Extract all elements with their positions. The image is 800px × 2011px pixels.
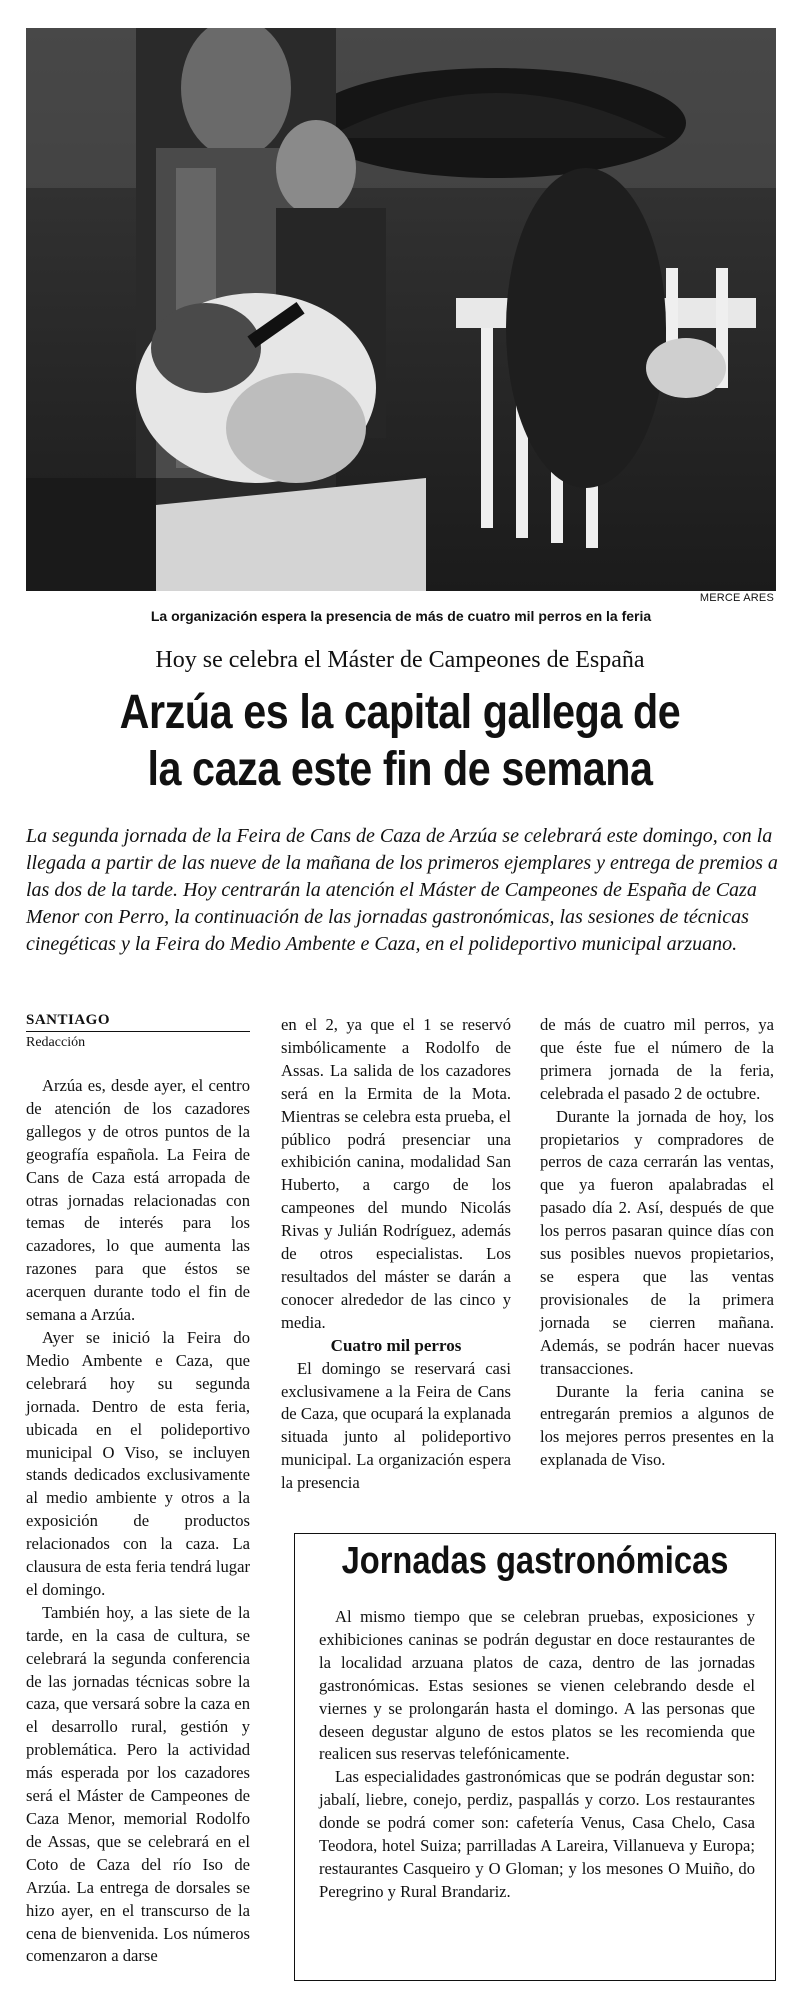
box-title: Jornadas gastronómicas [341,1540,729,1582]
byline-name: SANTIAGO [26,1012,250,1032]
column-1 [26,1075,250,1968]
paragraph: Durante la feria canina se entregarán premios a algunos de los mejores perros presentes en la explanada de Viso. [540,1381,774,1470]
paragraph: en el 2, ya que el 1 se reservó simbólicamente a Rodolfo de Assas. La salida de los cazadores será en la Ermita de la Mota. Mientras se celebra esta prueba, el público podrá presenciar una exhibición canina, modalidad San Huberto, a cargo de los campeones del mundo Nicolás Rivas y Julián Rodríguez, además de otros especialistas. Los resultados del máster se darán a conocer alrededor de las cinco y media. [281,1015,511,1332]
kicker: Hoy se celebra el Máster de Campeones de España [155,647,645,673]
lede: La segunda jornada de la Feira de Cans de Caza de Arzúa se celebrará este domingo, con la llegada a partir de las nueve de la mañana de los primeros ejemplares y entrega de premios a las dos de la tarde. Hoy centrarán la atención el Máster de Campeones de España de Caza Menor con Perro, la continuación de las jornadas gastronómicas, las sesiones de técnicas cinegéticas y la Feira do Medio Ambente e Caza, en el polideportivo municipal arzuano. [26,825,778,955]
box-body [319,1606,755,1904]
paragraph: Al mismo tiempo que se celebran pruebas, exposiciones y exhibiciones caninas se podrán degustar en doce restaurantes de la localidad arzuana platos de caza, dentro de las jornadas gastronómicas. Estas sesiones se vienen celebrando desde el viernes y se prolongarán hasta el domingo. A las personas que deseen degustar alguno de estos platos se les recomienda que realicen sus reservas telefónicamente. [319,1607,755,1764]
column-2 [281,1014,511,1495]
paragraph: Arzúa es, desde ayer, el centro de atención de los cazadores gallegos y de otros puntos de la geografía española. La Feira de Cans de Caza está arropada de otras jornadas relacionadas con temas de interés para los cazadores, lo que aumenta las razones para que éstos se acerquen durante todo el fin de semana a Arzúa. [26,1076,250,1325]
headline [56,684,744,798]
headline-line-2: la caza este fin de semana [147,743,653,796]
hunting-dog-fair-photo [26,28,776,591]
column-3 [540,1014,774,1472]
photo-caption: La organización espera la presencia de más de cuatro mil perros en la feria [150,608,652,624]
paragraph: También hoy, a las siete de la tarde, en la casa de cultura, se celebrará la segunda conferencia de las jornadas técnicas sobre la caza, que versará sobre la caza en el desarrollo rural, gestión y problemática. Pero la actividad más esperada por los cazadores será el Máster de Campeones de Caza Menor, memorial Rodolfo de Assas, que se celebrará en el Coto de Caza del río Iso de Arzúa. La entrega de dorsales se hizo ayer, en el transcurso de la cena de bienvenida. Los números comenzaron a darse [26,1602,250,1966]
paragraph: Las especialidades gastronómicas que se podrán degustar son: jabalí, liebre, conejo, perdiz, paspallás y corzo. Los restaurantes donde se podrá comer son: cafetería Venus, Casa Chelo, Casa Teodora, hotel Suiza; parrilladas A Lareira, Villanueva y Europa; restaurantes Casqueiro y O Gloman; y los mesones O Muiño, do Peregrino y Rural Brandariz. [319,1767,755,1901]
byline [26,1012,250,1051]
subhead: Cuatro mil perros [330,1335,462,1355]
paragraph: de más de cuatro mil perros, ya que éste fue el número de la primera jornada de la feria, celebrada el pasado 2 de octubre. [540,1015,774,1103]
paragraph: El domingo se reservará casi exclusivamene a la Feira de Cans de Caza, que ocupará la explanada situada junto al polideportivo municipal. La organización espera la presencia [281,1358,511,1493]
byline-role: Redacción [26,1035,86,1050]
photo-credit: MERCE ARES [699,592,774,604]
paragraph: Durante la jornada de hoy, los propietarios y compradores de perros de caza cerrarán las ventas, que ya fueron apalabradas el pasado día 2. Así, después de que los perros pasaran quince días con sus posibles nuevos propietarios, se espera que las ventas provisionales de la primera jornada se cierren mañana. Además, se podrán hacer nuevas transacciones. [540,1106,774,1378]
headline-line-1: Arzúa es la capital gallega de [119,686,681,739]
news-photo [26,28,776,591]
paragraph: Ayer se inició la Feira do Medio Ambente e Caza, que celebrará hoy su segunda jornada. Dentro de esta feria, ubicada en el polideportivo municipal O Viso, se incluyen stands dedicados exclusivamente al medio ambiente y otros a la exposición de productos relacionados con la caza. La clausura de esta feria tendrá lugar el domingo. [26,1327,250,1599]
sidebar-box [294,1533,776,1981]
